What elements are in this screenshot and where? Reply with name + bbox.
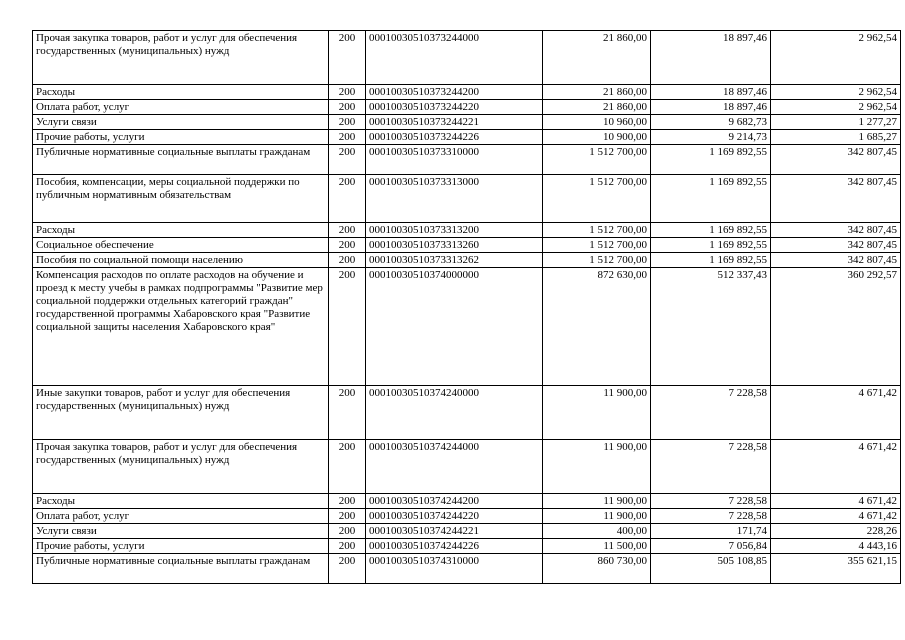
table-row	[33, 130, 901, 145]
table-row	[33, 100, 901, 115]
cell-remainder: 2 962,54	[771, 31, 901, 85]
cell-name: Расходы	[33, 223, 329, 238]
cell-budget-code: 00010030510373244220	[366, 100, 543, 115]
budget-execution-table	[32, 30, 901, 584]
table-row	[33, 386, 901, 440]
cell-remainder: 2 962,54	[771, 100, 901, 115]
cell-remainder: 2 962,54	[771, 85, 901, 100]
cell-remainder: 1 685,27	[771, 130, 901, 145]
cell-approved: 1 512 700,00	[543, 145, 651, 175]
cell-approved: 11 500,00	[543, 539, 651, 554]
cell-executed: 7 228,58	[651, 440, 771, 494]
table-body	[33, 31, 901, 584]
cell-admin-code: 200	[329, 440, 366, 494]
cell-budget-code: 00010030510374310000	[366, 554, 543, 584]
cell-name: Расходы	[33, 85, 329, 100]
cell-executed: 7 056,84	[651, 539, 771, 554]
cell-name: Пособия по социальной помощи населению	[33, 253, 329, 268]
cell-executed: 1 169 892,55	[651, 253, 771, 268]
cell-admin-code: 200	[329, 115, 366, 130]
table-row	[33, 145, 901, 175]
cell-approved: 1 512 700,00	[543, 223, 651, 238]
table-row	[33, 509, 901, 524]
cell-admin-code: 200	[329, 130, 366, 145]
cell-remainder: 228,26	[771, 524, 901, 539]
cell-admin-code: 200	[329, 524, 366, 539]
cell-remainder: 342 807,45	[771, 145, 901, 175]
cell-name: Оплата работ, услуг	[33, 100, 329, 115]
cell-remainder: 1 277,27	[771, 115, 901, 130]
cell-admin-code: 200	[329, 509, 366, 524]
cell-name: Публичные нормативные социальные выплаты гражданам	[33, 145, 329, 175]
cell-budget-code: 00010030510373313200	[366, 223, 543, 238]
cell-admin-code: 200	[329, 554, 366, 584]
cell-name: Пособия, компенсации, меры социальной поддержки по публичным нормативным обязательствам	[33, 175, 329, 223]
table-row	[33, 554, 901, 584]
cell-approved: 1 512 700,00	[543, 253, 651, 268]
cell-budget-code: 00010030510373244200	[366, 85, 543, 100]
cell-budget-code: 00010030510373310000	[366, 145, 543, 175]
cell-executed: 7 228,58	[651, 494, 771, 509]
cell-admin-code: 200	[329, 223, 366, 238]
cell-executed: 18 897,46	[651, 31, 771, 85]
cell-name: Услуги связи	[33, 524, 329, 539]
cell-budget-code: 00010030510374244200	[366, 494, 543, 509]
table-row	[33, 539, 901, 554]
cell-approved: 10 960,00	[543, 115, 651, 130]
table-row	[33, 175, 901, 223]
cell-budget-code: 00010030510373244226	[366, 130, 543, 145]
cell-remainder: 4 443,16	[771, 539, 901, 554]
table-row	[33, 524, 901, 539]
cell-executed: 7 228,58	[651, 509, 771, 524]
cell-name: Иные закупки товаров, работ и услуг для обеспечения государственных (муниципальных) нужд	[33, 386, 329, 440]
cell-remainder: 4 671,42	[771, 494, 901, 509]
cell-approved: 21 860,00	[543, 85, 651, 100]
cell-name: Услуги связи	[33, 115, 329, 130]
cell-approved: 1 512 700,00	[543, 238, 651, 253]
cell-budget-code: 00010030510373313262	[366, 253, 543, 268]
cell-executed: 1 169 892,55	[651, 175, 771, 223]
table-row	[33, 268, 901, 386]
cell-name: Оплата работ, услуг	[33, 509, 329, 524]
cell-budget-code: 00010030510374244226	[366, 539, 543, 554]
cell-approved: 21 860,00	[543, 100, 651, 115]
cell-budget-code: 00010030510374000000	[366, 268, 543, 386]
cell-executed: 7 228,58	[651, 386, 771, 440]
cell-remainder: 355 621,15	[771, 554, 901, 584]
cell-remainder: 360 292,57	[771, 268, 901, 386]
cell-executed: 9 214,73	[651, 130, 771, 145]
cell-budget-code: 00010030510373244000	[366, 31, 543, 85]
cell-approved: 11 900,00	[543, 509, 651, 524]
cell-approved: 400,00	[543, 524, 651, 539]
cell-approved: 1 512 700,00	[543, 175, 651, 223]
cell-executed: 505 108,85	[651, 554, 771, 584]
cell-name: Прочая закупка товаров, работ и услуг для обеспечения государственных (муниципальных) нужд	[33, 31, 329, 85]
cell-approved: 872 630,00	[543, 268, 651, 386]
table-row	[33, 440, 901, 494]
cell-budget-code: 00010030510373313260	[366, 238, 543, 253]
cell-admin-code: 200	[329, 494, 366, 509]
cell-budget-code: 00010030510373244221	[366, 115, 543, 130]
cell-admin-code: 200	[329, 145, 366, 175]
cell-approved: 11 900,00	[543, 494, 651, 509]
cell-name: Прочие работы, услуги	[33, 539, 329, 554]
cell-name: Прочая закупка товаров, работ и услуг для обеспечения государственных (муниципальных) нужд	[33, 440, 329, 494]
cell-approved: 11 900,00	[543, 386, 651, 440]
cell-executed: 1 169 892,55	[651, 145, 771, 175]
cell-budget-code: 00010030510374244221	[366, 524, 543, 539]
table-row	[33, 115, 901, 130]
cell-executed: 1 169 892,55	[651, 238, 771, 253]
cell-remainder: 4 671,42	[771, 386, 901, 440]
cell-executed: 18 897,46	[651, 100, 771, 115]
cell-executed: 18 897,46	[651, 85, 771, 100]
cell-remainder: 4 671,42	[771, 440, 901, 494]
cell-admin-code: 200	[329, 85, 366, 100]
cell-executed: 1 169 892,55	[651, 223, 771, 238]
table-row	[33, 253, 901, 268]
cell-remainder: 342 807,45	[771, 175, 901, 223]
cell-remainder: 342 807,45	[771, 223, 901, 238]
cell-name: Прочие работы, услуги	[33, 130, 329, 145]
table-row	[33, 238, 901, 253]
cell-budget-code: 00010030510374240000	[366, 386, 543, 440]
table-row	[33, 31, 901, 85]
cell-approved: 10 900,00	[543, 130, 651, 145]
cell-approved: 860 730,00	[543, 554, 651, 584]
cell-name: Социальное обеспечение	[33, 238, 329, 253]
cell-approved: 21 860,00	[543, 31, 651, 85]
cell-admin-code: 200	[329, 253, 366, 268]
table-row	[33, 494, 901, 509]
cell-executed: 171,74	[651, 524, 771, 539]
cell-admin-code: 200	[329, 100, 366, 115]
cell-executed: 9 682,73	[651, 115, 771, 130]
cell-remainder: 342 807,45	[771, 253, 901, 268]
cell-budget-code: 00010030510373313000	[366, 175, 543, 223]
cell-admin-code: 200	[329, 175, 366, 223]
cell-budget-code: 00010030510374244220	[366, 509, 543, 524]
cell-admin-code: 200	[329, 238, 366, 253]
cell-admin-code: 200	[329, 386, 366, 440]
cell-admin-code: 200	[329, 31, 366, 85]
cell-admin-code: 200	[329, 268, 366, 386]
table-row	[33, 223, 901, 238]
cell-approved: 11 900,00	[543, 440, 651, 494]
cell-remainder: 4 671,42	[771, 509, 901, 524]
cell-remainder: 342 807,45	[771, 238, 901, 253]
cell-budget-code: 00010030510374244000	[366, 440, 543, 494]
cell-executed: 512 337,43	[651, 268, 771, 386]
cell-name: Публичные нормативные социальные выплаты гражданам	[33, 554, 329, 584]
cell-name: Расходы	[33, 494, 329, 509]
table-row	[33, 85, 901, 100]
cell-name: Компенсация расходов по оплате расходов на обучение и проезд к месту учебы в рамках подпрограммы "Развитие мер социальной поддержки отдельных категорий граждан" государственной программы Хабаровского края "Развитие социальной защиты населения Хабаровского края"	[33, 268, 329, 386]
cell-admin-code: 200	[329, 539, 366, 554]
